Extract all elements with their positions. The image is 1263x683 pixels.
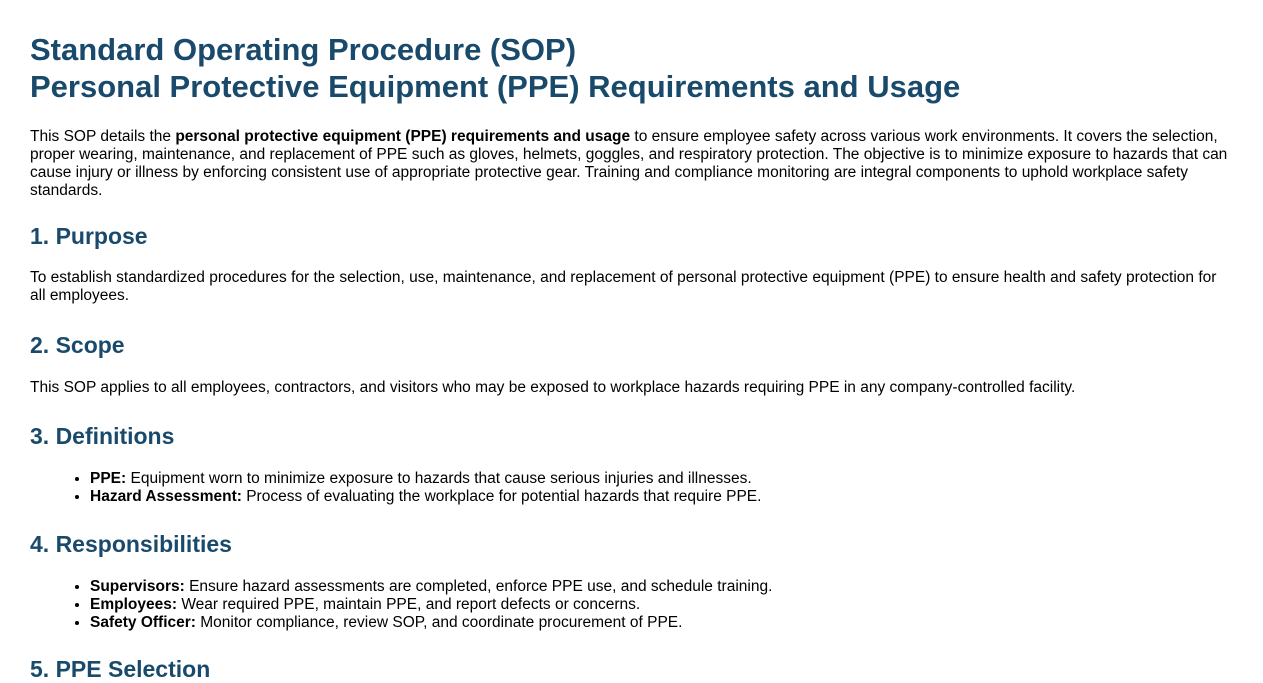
section-heading-ppe-selection: 5. PPE Selection <box>30 656 211 682</box>
intro-bold-phrase: personal protective equipment (PPE) requirements and usage <box>175 128 631 145</box>
intro-prefix: This SOP details the <box>30 128 176 145</box>
section-heading-definitions: 3. Definitions <box>30 423 175 449</box>
responsibility-text: Monitor compliance, review SOP, and coordinate procurement of PPE. <box>195 614 683 631</box>
list-item <box>90 578 1233 596</box>
definition-term: Hazard Assessment: <box>90 488 242 505</box>
responsibility-role: Supervisors: <box>90 578 185 595</box>
responsibilities-list <box>30 578 1233 632</box>
section-heading-purpose: 1. Purpose <box>30 223 148 249</box>
page-title-line-2: Personal Protective Equipment (PPE) Requirements and Usage <box>30 69 961 104</box>
section-heading-scope: 2. Scope <box>30 332 125 358</box>
responsibility-text: Wear required PPE, maintain PPE, and report defects or concerns. <box>177 596 641 613</box>
page-title-line-1: Standard Operating Procedure (SOP) <box>30 32 577 67</box>
intro-paragraph <box>30 128 1233 200</box>
page-title <box>30 31 1233 105</box>
intro-suffix: to ensure employee safety across various work environments. It covers the selection, proper wearing, maintenance, and replacement of PPE such as gloves, helmets, goggles, and respiratory protection. The objective is to minimize exposure to hazards that can cause injury or illness by enforcing consistent use of appropriate protective gear. Training and compliance monitoring are integral components to uphold workplace safety standards. <box>30 128 1228 199</box>
section-text-purpose: To establish standardized procedures for the selection, use, maintenance, and replacement of personal protective equipment (PPE) to ensure health and safety protection for all employees. <box>30 269 1217 304</box>
responsibility-text: Ensure hazard assessments are completed, enforce PPE use, and schedule training. <box>184 578 773 595</box>
definition-text: Equipment worn to minimize exposure to hazards that cause serious injuries and illnesses. <box>126 470 752 487</box>
responsibility-role: Safety Officer: <box>90 614 196 631</box>
responsibility-role: Employees: <box>90 596 178 613</box>
definition-text: Process of evaluating the workplace for potential hazards that require PPE. <box>241 488 762 505</box>
definition-term: PPE: <box>90 470 127 487</box>
section-text-scope: This SOP applies to all employees, contractors, and visitors who may be exposed to workplace hazards requiring PPE in any company-controlled facility. <box>30 379 1076 396</box>
list-item <box>90 470 1233 488</box>
section-heading-responsibilities: 4. Responsibilities <box>30 531 232 557</box>
definitions-list <box>30 470 1233 506</box>
list-item <box>90 614 1233 632</box>
list-item <box>90 488 1233 506</box>
list-item <box>90 596 1233 614</box>
